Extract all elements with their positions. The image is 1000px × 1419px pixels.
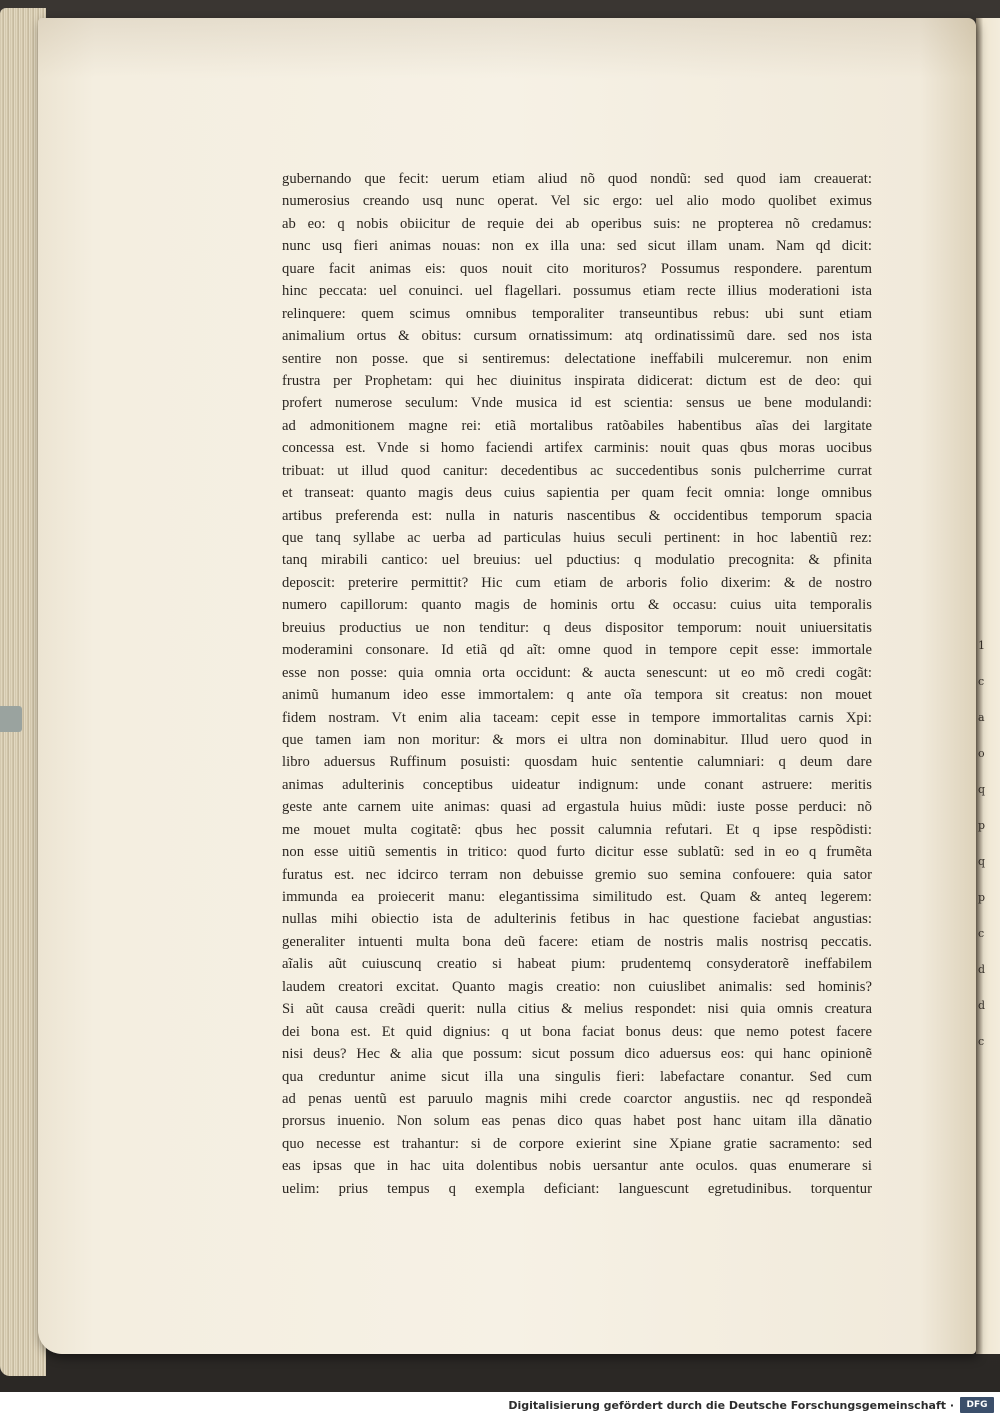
text-line: que tanq syllabe ac uerba ad particulas huius seculi pertinent: in hoc labentiũ rez: (282, 530, 872, 546)
text-line: concessa est. Vnde si homo faciendi artifex carminis: nouit quas qbus moras uocibus (282, 440, 872, 457)
text-line: generaliter intuenti multa bona deũ facere: etiam de nostris malis nostrisq peccatis. (282, 933, 872, 950)
facing-page-glyph: d (978, 963, 986, 976)
text-line: prorsus inuenio. Non solum eas penas dico quas habet post hanc uitam illa dãnatio (282, 1113, 872, 1130)
text-line: me mouet multa cogitatẽ: qbus hec possit calumnia refutari. Et q ipse respõdisti: (282, 821, 872, 838)
digitization-credit: Digitalisierung gefördert durch die Deutsche Forschungsgemeinschaft · (508, 1399, 954, 1412)
text-line: esse non posse: quia omnia orta occidunt: & aucta senescunt: ut eo mõ credi cogãt: (282, 664, 872, 681)
text-line: non esse uitiũ sementis in tritico: quod furto dicitur esse sublatũ: sed in eo q frumẽta (282, 844, 872, 861)
text-line: que tamen iam non moritur: & mors ei ultra non dominabitur. Illud uero quod in (282, 731, 872, 748)
facing-page-glyph: c (978, 927, 985, 940)
text-line: furatus est. nec idcirco terram non debuisse gremio suo semina confouere: quia sator (282, 866, 872, 883)
text-line: ad admonitionem magne rei: etiã mortalibus ratõabiles habentibus aĩas dei largitate (282, 417, 872, 434)
facing-page-glyph: c (978, 1035, 985, 1048)
text-line: breuius productius ue non tenditur: q deus dispositor temporum: nouit uniuersitatis (282, 619, 872, 636)
page-shading (38, 18, 976, 78)
text-line: artibus preferenda est: nulla in naturis nascentibus & occidentibus temporum spacia (282, 507, 872, 524)
facing-page-glyph: p (978, 819, 986, 832)
text-line: dei bona est. Et quid dignius: q ut bona faciat bonus deus: que nemo potest facere (282, 1023, 872, 1040)
text-line: laudem creatori excitat. Quanto magis creatio: non cuiuslibet animalis: sed hominis? (282, 978, 872, 995)
text-line: profert numerose seculum: Vnde musica id est scientia: sensus ue bene modulandi: (282, 395, 872, 412)
text-line: uelim: prius tempus q exempla deficiant: languescunt egretudinibus. torquentur (282, 1180, 872, 1197)
text-line: libro aduersus Ruffinum posuisti: quosdam huic sententie calumniari: q deum dare (282, 754, 872, 771)
text-line: immunda ea proiecerit manu: elegantissima similitudo est. Quam & anteq legerem: (282, 889, 872, 905)
facing-page-glyph: a (978, 711, 985, 724)
dfg-logo: DFG (960, 1397, 994, 1413)
text-line: relinquere: quem scimus omnibus temporaliter transeuntibus rebus: ubi sunt etiam (282, 305, 872, 322)
text-line: animalium ortus & obitus: cursum ornatissimum: atq ordinatissimũ dare. sed nos ista (282, 328, 872, 345)
text-line: tribuat: ut illud quod canitur: decedentibus ac succedentibus sonis pulcherrime currat (282, 462, 872, 479)
page-clip (0, 706, 22, 732)
text-line: fidem nostram. Vt enim alia taceam: cepit esse in tempore immortalitas carnis Xpi: (282, 709, 872, 726)
text-line: geste ante carnem uite animas: quasi ad ergastula huius mũdi: iuste posse perduci: nõ (282, 799, 872, 816)
text-line: gubernando que fecit: uerum etiam aliud nõ quod nondũ: sed quod iam creauerat: (282, 171, 872, 187)
text-line: frustra per Prophetam: qui hec diuinitus inspirata didicerat: dictum est de deo: qui (282, 372, 872, 389)
text-line: quare facit animas eis: quos nouit cito morituros? Possumus respondere. parentum (282, 260, 872, 277)
text-line: eas ipsas que in hac uita dolentibus nobis uersantur ante oculos. quas enumerare si (282, 1158, 872, 1175)
text-line: deposcit: preterire permittit? Hic cum etiam de arboris folio dixerim: & de nostro (282, 574, 872, 591)
text-line: ad penas uentũ est paruulo magnis mihi crede coarctor angustiis. nec qd respondeã (282, 1090, 872, 1107)
text-line: ab eo: q nobis obiicitur de requie dei ab operibus suis: ne propterea nõ credamus: (282, 215, 872, 232)
text-line: numerosius creando usq nunc operat. Vel sic ergo: uel alio modo quolibet eximus (282, 193, 872, 210)
text-line: moderamini consonare. Id etiã qd aĩt: omne quod in tempore cepit esse: immortale (282, 642, 872, 659)
text-line: hinc peccata: uel conuinci. uel flagellari. possumus etiam recte illius moderationi ista (282, 283, 872, 300)
text-line: numero capillorum: quanto magis de hominis ortu & occasu: cuius uita temporalis (282, 597, 872, 614)
facing-page-glyph: c (978, 675, 985, 688)
text-line: Si aũt causa creãdi querit: nulla citius & melius respondet: nisi quia omnis creatura (282, 1001, 872, 1018)
text-line: animas adulterinis conceptibus uideatur indignum: unde conant astruere: meritis (282, 776, 872, 793)
text-line: nullas mihi obiectio ista de adulterinis fetibus in hac questione faciebat angustias: (282, 911, 872, 928)
facing-page-glyph: q (978, 783, 986, 796)
text-line: et transeat: quanto magis deus cuius sapientia per quam fecit omnia: longe omnibus (282, 485, 872, 502)
text-line: nunc usq fieri animas nouas: non ex illa una: sed sicut illam unam. Nam qd dicit: (282, 238, 872, 255)
facing-page-glyph: p (978, 891, 986, 904)
text-line: sentire non posse. que si sentiremus: delectatione ineffabili mulceremur. non enim (282, 350, 872, 367)
facing-page-glyph: 1 (978, 639, 985, 652)
text-line: nisi deus? Hec & alia que possum: sicut possum dico aduersus eos: qui hanc opinionẽ (282, 1046, 872, 1063)
facing-page-glyph: q (978, 855, 986, 868)
footer-bar (0, 1392, 1000, 1419)
text-line: animũ humanum ideo esse immortalem: q ante oĩa tempora sit creatus: non mouet (282, 687, 872, 704)
text-line: aĩalis aũt cuiuscunq creatio si habeat pium: prudentemq consyderatorẽ ineffabilem (282, 956, 872, 973)
text-line: qua creduntur anime sicut illa una singulis fieri: labefactare conantur. Sed cum (282, 1068, 872, 1085)
facing-page-glyph: d (978, 999, 986, 1012)
text-line: quo necesse est trahantur: si de corpore exierint sine Xpiane gratie sacramento: sed (282, 1135, 872, 1152)
facing-page-glyph: o (978, 747, 985, 760)
text-block (282, 168, 872, 1200)
text-line: tanq mirabili cantico: uel breuius: uel pductius: q modulatio precognita: & pfinita (282, 552, 872, 569)
